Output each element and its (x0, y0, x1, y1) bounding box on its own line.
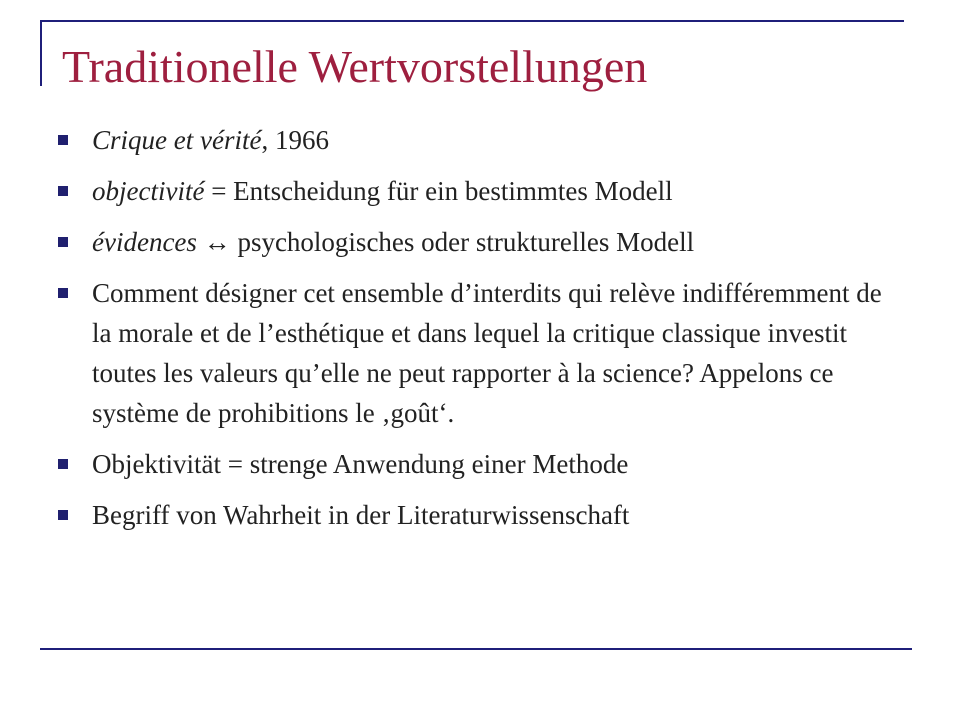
bullet-italic: objectivité (92, 176, 205, 206)
bullet-text: = Entscheidung für ein bestimmtes Modell (204, 176, 673, 206)
slide-title: Traditionelle Wertvorstellungen (62, 41, 648, 92)
bullet-item-5 (58, 444, 898, 484)
square-bullet-icon (58, 288, 68, 298)
bullet-item-1 (58, 120, 898, 160)
bullet-text: Objektivität = strenge Anwendung einer Methode (92, 449, 629, 479)
top-rule (40, 20, 904, 22)
bottom-rule (40, 648, 912, 650)
square-bullet-icon (58, 459, 68, 469)
bullet-italic: Crique et vérité (92, 125, 262, 155)
bullet-item-3 (58, 222, 898, 262)
bullet-item-4 (58, 273, 898, 433)
bullet-text: ↔ psychologisches oder strukturelles Modell (196, 227, 695, 257)
square-bullet-icon (58, 186, 68, 196)
bullet-item-6 (58, 495, 898, 535)
square-bullet-icon (58, 135, 68, 145)
bullet-item-2 (58, 171, 898, 211)
square-bullet-icon (58, 510, 68, 520)
bullet-text: Comment désigner cet ensemble d’interdits qui relève indifféremment de la morale et de l’esthétique et dans lequel la critique classique investit toutes les valeurs qu’elle ne peut rapporter à la science? Appelons ce système de prohibitions le ‚goût‘. (92, 278, 882, 428)
bullet-text: , 1966 (261, 125, 329, 155)
bullet-italic: évidences (92, 227, 197, 257)
left-rule (40, 20, 42, 86)
bullet-list (58, 120, 898, 546)
square-bullet-icon (58, 237, 68, 247)
bullet-text: Begriff von Wahrheit in der Literaturwissenschaft (92, 500, 630, 530)
